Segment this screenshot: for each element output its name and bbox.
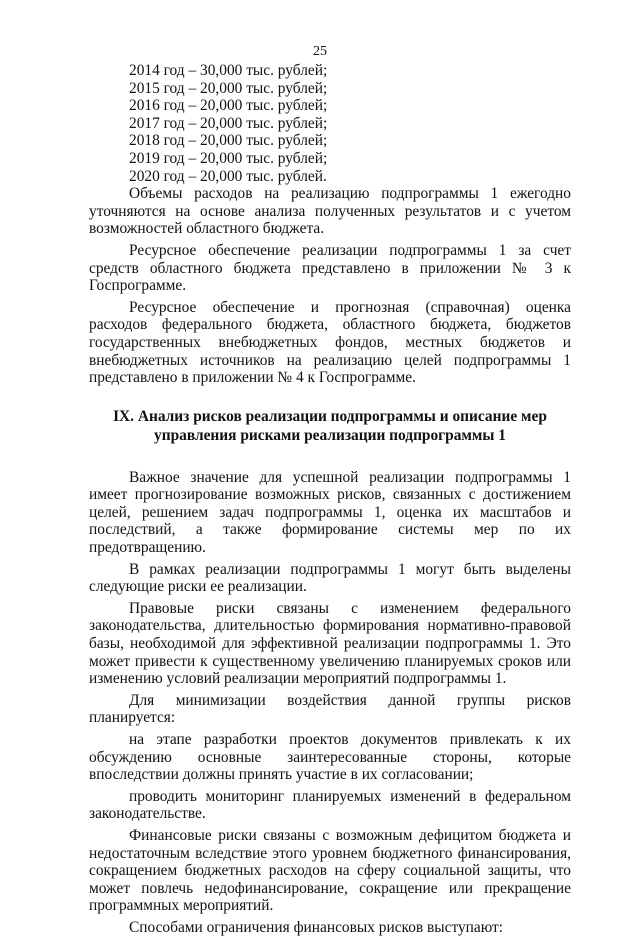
year-line: 2015 год – 20,000 тыс. рублей; — [129, 79, 328, 97]
page-number: 25 — [313, 44, 327, 59]
year-line: 2020 год – 20,000 тыс. рублей. — [129, 167, 327, 185]
year-line: 2016 год – 20,000 тыс. рублей; — [129, 97, 328, 115]
paragraph-minimization-intro: Для минимизации воздействия данной группы рисков планируется: — [89, 691, 571, 727]
year-line: 2017 год – 20,000 тыс. рублей; — [129, 114, 328, 132]
paragraph-risk-forecasting: Важное значение для успешной реализации подпрограммы 1 имеет прогнозирование возможных рисков, связанных с достижением целей, решением задач подпрограммы 1, оценка их масштабов и последствий, а также формирование системы мер по их предотвращению. — [89, 468, 571, 557]
paragraph-legal-risks: Правовые риски связаны с изменением федерального законодательства, длительностью формирования нормативно-правовой базы, необходимой для эффективной реализации подпрограммы 1. Это может привести к существенному увеличению планируемых сроков или изменению условий реализации мероприятий подпрограммы 1. — [89, 599, 571, 688]
paragraph-risk-list-intro: В рамках реализации подпрограммы 1 могут быть выделены следующие риски ее реализации. — [89, 560, 571, 596]
year-line: 2018 год – 20,000 тыс. рублей; — [129, 132, 328, 150]
paragraph-financial-measures-intro: Способами ограничения финансовых рисков выступают: — [129, 918, 504, 936]
document-body — [89, 62, 571, 941]
paragraph-regional-budget: Ресурсное обеспечение реализации подпрограммы 1 за счет средств областного бюджета представлено в приложении № 3 к Госпрограмме. — [89, 241, 571, 295]
paragraph-measure-discussion: на этапе разработки проектов документов привлекать к их обсуждению основные заинтересованные стороны, которые впоследствии должны принять участие в их согласовании; — [89, 731, 571, 784]
section-heading-line: управления рисками реализации подпрограммы 1 — [154, 426, 506, 444]
paragraph-financial-risks: Финансовые риски связаны с возможным дефицитом бюджета и недостаточным вследствие этого уровнем бюджетного финансирования, сокращением бюджетных расходов на сферу социальной защиты, что может повлечь недофинансирование, сокращение или прекращение программных мероприятий. — [89, 826, 571, 915]
section-heading-line: IX. Анализ рисков реализации подпрограммы и описание мер — [113, 407, 547, 425]
paragraph-expense-volumes: Объемы расходов на реализацию подпрограммы 1 ежегодно уточняются на основе анализа полученных результатов и с учетом возможностей областного бюджета. — [89, 185, 571, 238]
paragraph-resource-forecast: Ресурсное обеспечение и прогнозная (справочная) оценка расходов федерального бюджета, областного бюджета, бюджетов государственных внебюджетных фондов, местных бюджетов и внебюджетных источников на реализацию целей подпрограммы 1 представлено в приложении № 4 к Госпрограмме. — [89, 298, 571, 387]
paragraph-measure-monitoring: проводить мониторинг планируемых изменений в федеральном законодательстве. — [89, 787, 571, 823]
section-heading — [89, 407, 571, 445]
funding-by-year-list — [89, 62, 571, 185]
year-line: 2014 год – 30,000 тыс. рублей; — [129, 62, 328, 79]
year-line: 2019 год – 20,000 тыс. рублей; — [129, 149, 328, 167]
